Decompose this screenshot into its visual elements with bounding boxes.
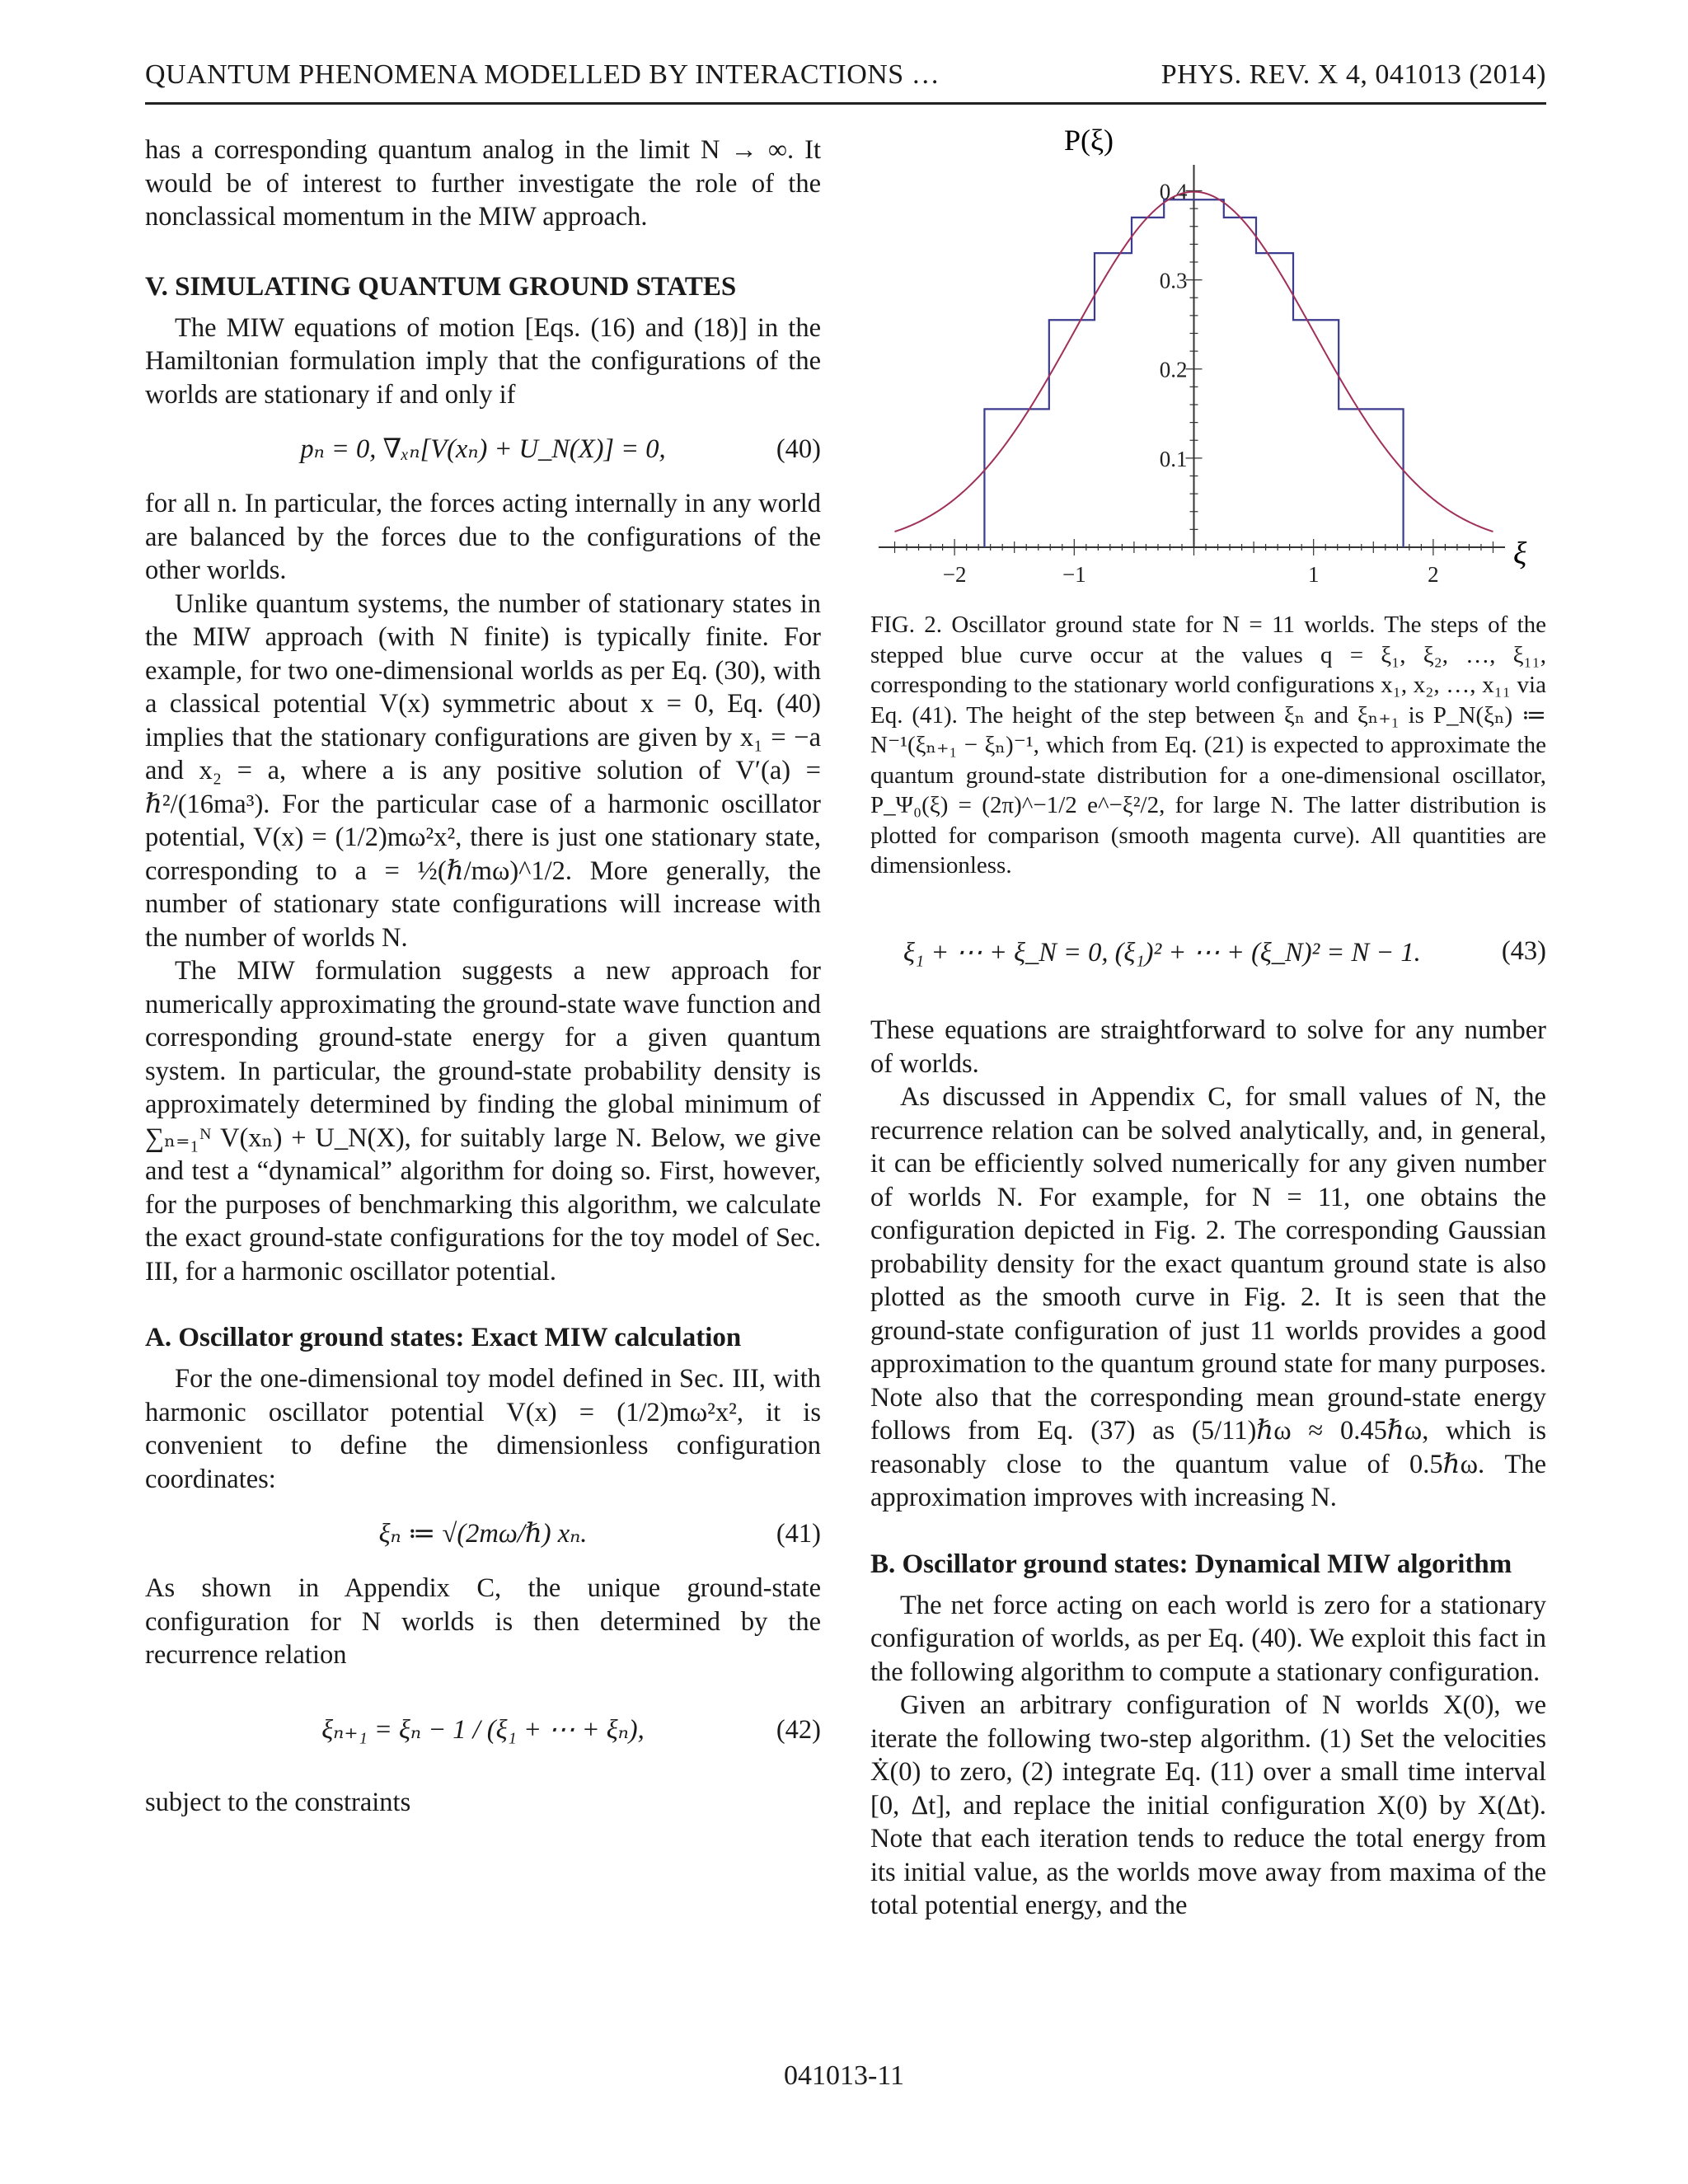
figure-2 [870,125,1546,595]
paragraph: The MIW equations of motion [Eqs. (16) and (18)] in the Hamiltonian formulation imply that the configurations of the worlds are stationary if and only if [145,312,821,410]
y-tick-label: 0.2 [1159,357,1188,382]
equation-number: (40) [776,434,821,464]
paragraph: As discussed in Appendix C, for small values of N, the recurrence relation can be solved analytically, and, in general, it can be efficiently solved numerically for any given number of worlds N. For example, for N = 11, one obtains the configuration depicted in Fig. 2. The corresponding Gaussian probability density for the exact quantum ground state is also plotted as the smooth curve in Fig. 2. It is seen that the ground-state configuration of just 11 worlds provides a good approximation to the quantum ground state for many purposes. Note also that the corresponding mean ground-state energy follows from Eq. (37) as (5/11)ℏω ≈ 0.45ℏω, which is reasonably close to the quantum value of 0.5ℏω. The approximation improves with increasing N. [870,1082,1546,1512]
paragraph: These equations are straightforward to solve for any number of worlds. [870,1015,1546,1079]
running-header [145,59,1546,105]
equation-body: ξₙ ≔ √(2mω/ℏ) xₙ. [378,1519,588,1549]
paragraph: The net force acting on each world is zero for a stationary configuration of worlds, as per Eq. (40). We exploit this fact in the following algorithm to compute a stationary configuration. [870,1590,1546,1687]
paragraph: Given an arbitrary configuration of N worlds X(0), we iterate the following two-step algorithm. (1) Set the velocities Ẋ(0) to zero, (2) integrate Eq. (11) over a small time interval [0, Δt], and replace the initial configuration X(0) by X(Δt). Note that each iteration tends to reduce the total energy from its initial value, as the worlds move away from maxima of the total potential energy, and the [870,1690,1546,1920]
header-title: QUANTUM PHENOMENA MODELLED BY INTERACTIONS … [145,59,940,90]
x-tick-label: 2 [1428,562,1439,587]
paragraph: For the one-dimensional toy model defined in Sec. III, with harmonic oscillator potential V(x) = (1/2)mω²x², it is convenient to define the dimensionless configuration coordinates: [145,1364,821,1494]
paragraph: has a corresponding quantum analog in the limit N → ∞. It would be of interest to further investigate the role of the nonclassical momentum in the MIW approach. [145,135,821,232]
chart-svg [870,125,1546,595]
figure-caption: FIG. 2. Oscillator ground state for N = 11 worlds. The steps of the stepped blue curve occur at the values q = ξ₁, ξ₂, …, ξ₁₁, corresponding to the stationary world configurations x₁, x₂, …, x₁₁ via Eq. (41). The height of the step between ξₙ and ξₙ₊₁ is P_N(ξₙ) ≔ N⁻¹(ξₙ₊₁ − ξₙ)⁻¹, which from Eq. (21) is expected to approximate the quantum ground-state distribution for a one-dimensional oscillator, P_Ψ₀(ξ) = (2π)^−1/2 e^−ξ²/2, for large N. The latter distribution is plotted for comparison (smooth magenta curve). All quantities are dimensionless. [870,612,1546,879]
y-tick-label: 0.4 [1159,179,1188,204]
x-tick-label: −2 [942,562,967,587]
paragraph: Unlike quantum systems, the number of stationary states in the MIW approach (with N finite) is typically finite. For example, for two one-dimensional worlds as per Eq. (30), with a classical potential V(x) symmetric about x = 0, Eq. (40) implies that the stationary configurations are given by x₁ = −a and x₂ = a, where a is any positive solution of V′(a) = ℏ²/(16ma³). For the particular case of a harmonic oscillator potential, V(x) = (1/2)mω²x², there is just one stationary state, corresponding to a = ½(ℏ/mω)^1/2. More generally, the number of stationary state configurations will increase with the number of worlds N. [145,588,821,953]
equation-42 [145,1694,821,1765]
equation-number: (41) [776,1519,821,1549]
equation-43 [870,936,1546,969]
x-axis-label: ξ [1513,537,1527,571]
y-tick-label: 0.3 [1159,268,1188,293]
paragraph: subject to the constraints [145,1787,411,1817]
equation-number: (42) [776,1714,821,1745]
subsection-heading: A. Oscillator ground states: Exact MIW calculation [145,1323,742,1352]
right-column [870,1014,1546,1923]
x-tick-label: −1 [1062,562,1086,587]
left-column [145,134,821,1819]
equation-body: pₙ = 0, ∇ₓₙ[V(xₙ) + U_N(X)] = 0, [300,434,666,464]
equation-40 [145,433,821,466]
paragraph: As shown in Appendix C, the unique ground-state configuration for N worlds is then determined by the recurrence relation [145,1573,821,1670]
paragraph: The MIW formulation suggests a new approach for numerically approximating the ground-state wave function and corresponding ground-state energy for a given quantum system. In particular, the ground-state probability density is approximately determined by finding the global minimum of ∑ₙ₌₁ᴺ V(xₙ) + U_N(X), for suitably large N. Below, we give and test a “dynamical” algorithm for doing so. First, however, for the purposes of benchmarking this algorithm, we calculate the exact ground-state configurations for the toy model of Sec. III, for a harmonic oscillator potential. [145,956,821,1286]
y-tick-label: 0.1 [1159,446,1188,471]
equation-body: ξ₁ + ⋯ + ξ_N = 0, (ξ₁)² + ⋯ + (ξ_N)² = N − 1. [903,938,1421,968]
subsection-heading: B. Oscillator ground states: Dynamical MIW algorithm [870,1549,1512,1579]
header-citation: PHYS. REV. X 4, 041013 (2014) [1160,59,1546,90]
equation-41 [145,1517,821,1550]
paragraph: for all n. In particular, the forces acting internally in any world are balanced by the forces due to the configurations of the other worlds. [145,489,821,585]
y-axis-label: P(ξ) [1064,125,1114,157]
page-number: 041013-11 [783,2060,905,2091]
x-tick-label: 1 [1307,562,1320,587]
axes [879,165,1505,547]
equation-body: ξₙ₊₁ = ξₙ − 1 / (ξ₁ + ⋯ + ξₙ), [321,1714,645,1745]
section-heading: V. SIMULATING QUANTUM GROUND STATES [145,271,737,302]
equation-number: (43) [1501,936,1546,966]
